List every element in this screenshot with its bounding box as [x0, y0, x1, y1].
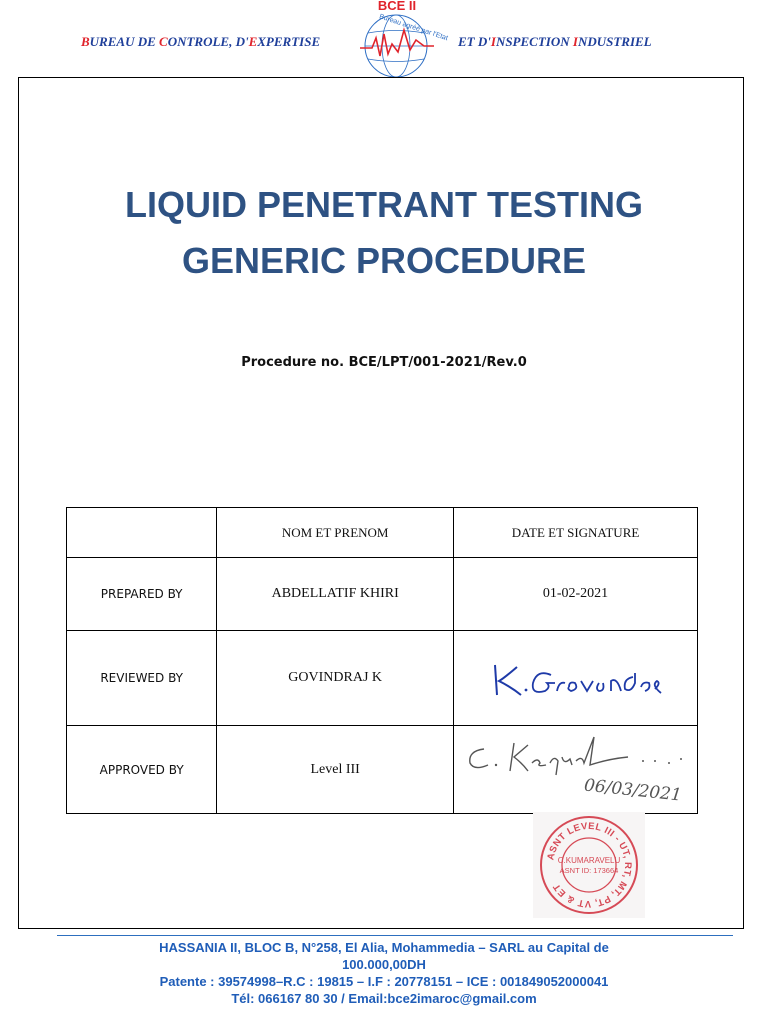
footer-address — [0, 939, 768, 1007]
table-header-cell: DATE ET SIGNATURE — [454, 508, 698, 558]
initial-letter: I — [572, 34, 578, 49]
table-row — [67, 558, 698, 631]
name-cell: ABDELLATIF KHIRI — [217, 558, 454, 631]
footer-line: HASSANIA II, BLOC B, N°258, El Alia, Mohammedia – SARL au Capital de — [159, 940, 609, 955]
logo-text: BCE II — [377, 0, 417, 13]
logo-arc-text: Bureau agréé par l'Etat — [378, 13, 449, 43]
document-title — [0, 177, 768, 289]
table-row — [67, 631, 698, 726]
certification-stamp — [533, 812, 645, 918]
title-line-2: GENERIC PROCEDURE — [181, 240, 587, 281]
procedure-number: Procedure no. BCE/LPT/001-2021/Rev.0 — [241, 355, 527, 370]
name-cell: GOVINDRAJ K — [217, 631, 454, 726]
stamp-seal-icon — [533, 812, 645, 918]
company-name-part: ONTROLE, D' — [167, 34, 249, 49]
table-header-row — [67, 508, 698, 558]
date-signature-cell — [454, 726, 698, 814]
date-signature-cell: 01-02-2021 — [454, 558, 698, 631]
handwritten-signature — [458, 727, 694, 813]
initial-letter: B — [81, 34, 90, 49]
company-name-part: NDUSTRIEL — [577, 34, 652, 49]
table-row — [67, 726, 698, 814]
handwritten-date: 06/03/2021 — [582, 774, 683, 806]
signature-table — [66, 507, 698, 814]
handwritten-signature — [481, 653, 671, 703]
initial-letter: C — [159, 34, 168, 49]
role-cell: REVIEWED BY — [67, 631, 217, 726]
company-name-right — [458, 34, 652, 50]
company-name-left — [81, 34, 320, 50]
role-cell: PREPARED BY — [67, 558, 217, 631]
initial-letter: E — [248, 34, 258, 49]
stamp-ring-text: ASNT LEVEL III - UT, RT, MT, PT, VT & ET — [545, 820, 634, 910]
initial-letter: I — [490, 34, 496, 49]
company-logo — [354, 0, 449, 80]
company-name-part: NSPECTION — [495, 34, 573, 49]
table-header-cell — [67, 508, 217, 558]
table-header-cell: NOM ET PRENOM — [217, 508, 454, 558]
company-name-part: XPERTISE — [257, 34, 321, 49]
footer-divider — [57, 935, 733, 936]
footer-line: 100.000,00DH — [342, 957, 426, 972]
footer-line: Patente : 39574998–R.C : 19815 – I.F : 20778151 – ICE : 001849052000041 — [159, 974, 609, 989]
title-line-1: LIQUID PENETRANT TESTING — [124, 184, 643, 225]
company-name-part: ET D' — [458, 34, 491, 49]
footer-line: Tél: 066167 80 30 / Email:bce2imaroc@gmail.com — [231, 991, 537, 1006]
role-cell: APPROVED BY — [67, 726, 217, 814]
stamp-id: ASNT ID: 173664 — [559, 866, 619, 875]
date-signature-cell — [454, 631, 698, 726]
name-cell: Level III — [217, 726, 454, 814]
company-name-part: UREAU DE — [89, 34, 160, 49]
stamp-name: C.KUMARAVELU — [557, 856, 621, 865]
